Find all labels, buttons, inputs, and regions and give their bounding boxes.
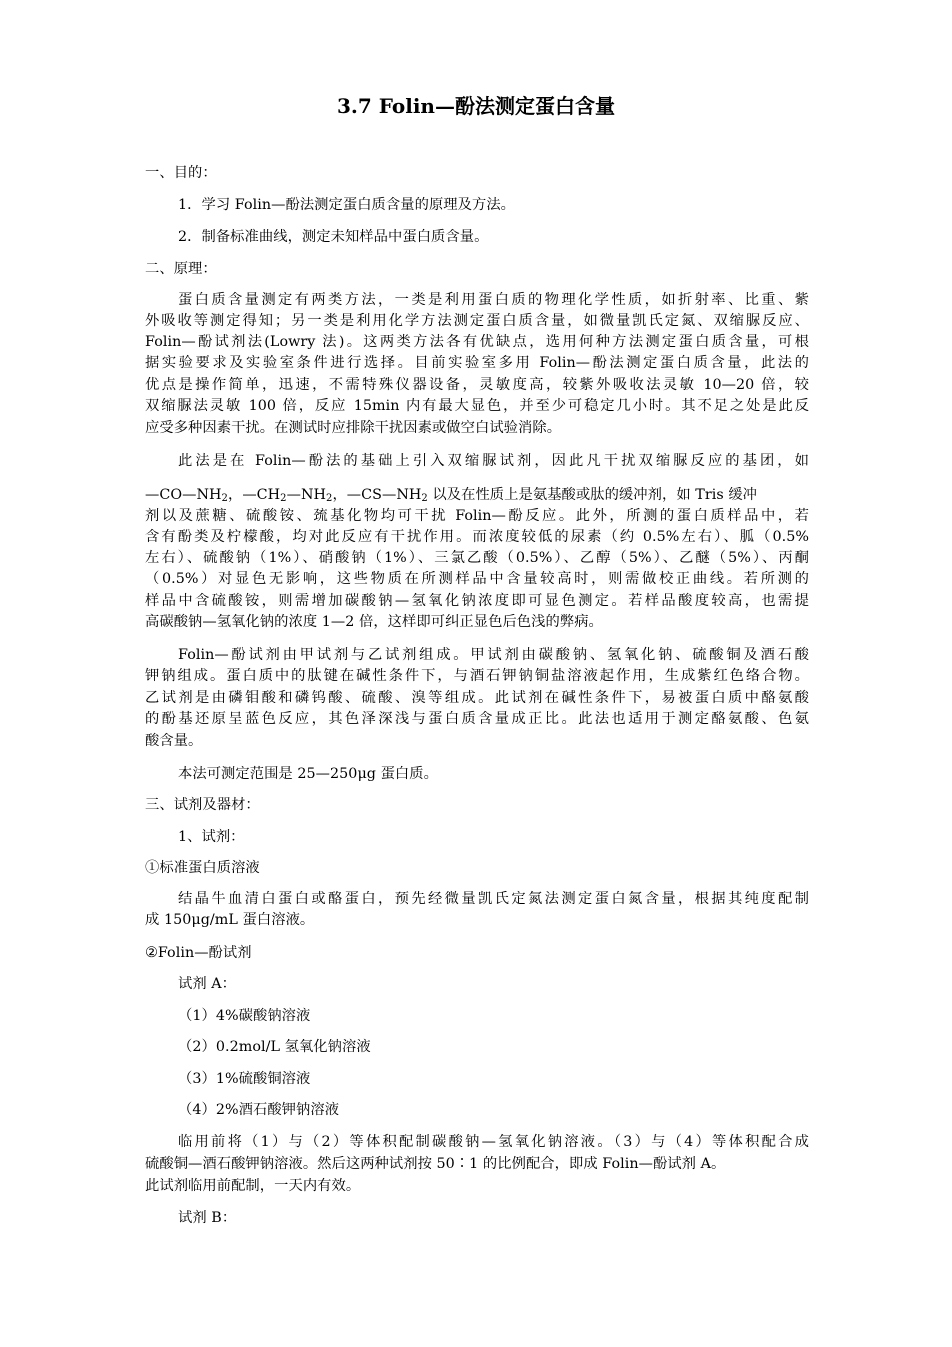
principle-p2-line: 左右）、硫酸钠（1%）、硝酸钠（1%）、三氯乙酸（0.5%）、乙醇（5%）、乙醚（5%）、丙酮 [145,550,809,566]
reagent-1-text-line: 成 150μg/mL 蛋白溶液。 [145,912,315,928]
reagents-subheading: 1、试剂： [178,829,245,845]
formula-part: —NH [286,487,327,503]
principle-p2-line: 此法是在 Folin—酚法的基础上引入双缩脲试剂，因此凡干扰双缩脲反应的基团，如 [178,453,809,469]
formula-subscript: 2 [280,493,287,504]
formula-subscript: 2 [421,493,428,504]
reagent-a-item: （1）4%碳酸钠溶液 [178,1008,311,1024]
section-heading-purpose: 一、目的： [145,165,217,181]
reagent-a-item: （3）1%硫酸铜溶液 [178,1071,311,1087]
reagent-a-note-line: 临用前将（1）与（2）等体积配制碳酸钠—氢氧化钠溶液。（3）与（4）等体积配合成 [178,1134,809,1150]
principle-p3-line: Folin—酚试剂由甲试剂与乙试剂组成。甲试剂由碳酸钠、氢氧化钠、硫酸铜及酒石酸 [178,647,809,663]
principle-p1-line: 蛋白质含量测定有两类方法，一类是利用蛋白质的物理化学性质，如折射率、比重、紫 [178,292,809,308]
page-title: 3.7 Folin—酚法测定蛋白含量 [337,94,615,118]
purpose-item-1: 1．学习 Folin—酚法测定蛋白质含量的原理及方法。 [178,197,516,213]
principle-p1-line: 双缩脲法灵敏 100 倍，反应 15min 内有最大显色，并至少可稳定几小时。其不足之处是此反 [145,398,809,414]
formula-part: ，—CH [227,487,281,503]
principle-p2-formula-line [145,485,757,505]
purpose-item-2: 2．制备标准曲线，测定未知样品中蛋白质含量。 [178,229,489,245]
formula-part: 以及在性质上是氨基酸或肽的缓冲剂，如 Tris 缓冲 [427,487,758,503]
principle-p1-line: Folin—酚试剂法(Lowry 法)。这两类方法各有优缺点，选用何种方法测定蛋白质含量，可根 [145,334,809,350]
principle-p2-line: （0.5%）对显色无影响，这些物质在所测样品中含量较高时，则需做校正曲线。若所测的 [145,571,809,587]
section-heading-reagents: 三、试剂及器材： [145,797,260,813]
principle-p1-line: 据实验要求及实验室条件进行选择。目前实验室多用 Folin—酚法测定蛋白质含量，此法的 [145,355,809,371]
reagent-1-title: ①标准蛋白质溶液 [145,860,260,876]
principle-p4: 本法可测定范围是 25—250μg 蛋白质。 [178,766,438,782]
reagent-a-label: 试剂 A： [178,976,237,992]
principle-p2-line: 样品中含硫酸铵，则需增加碳酸钠—氢氧化钠浓度即可显色测定。若样品酸度较高，也需提 [145,593,809,609]
section-heading-principle: 二、原理： [145,261,217,277]
reagent-a-item: （4）2%酒石酸钾钠溶液 [178,1102,340,1118]
principle-p2-line: 高碳酸钠—氢氧化钠的浓度 1—2 倍，这样即可纠正显色后色浅的弊病。 [145,614,603,630]
reagent-a-note-line: 此试剂临用前配制，一天内有效。 [145,1178,361,1194]
formula-subscript: 2 [221,493,228,504]
principle-p2-line: 含有酚类及柠檬酸，均对此反应有干扰作用。而浓度较低的尿素（约 0.5%左右）、胍（0.5% [145,529,809,545]
principle-p1-line: 优点是操作简单，迅速，不需特殊仪器设备，灵敏度高，较紫外吸收法灵敏 10—20 倍，较 [145,377,809,393]
principle-p3-line: 乙试剂是由磷钼酸和磷钨酸、硫酸、溴等组成。此试剂在碱性条件下，易被蛋白质中酪氨酸 [145,690,809,706]
principle-p3-line: 酸含量。 [145,733,203,749]
principle-p1-line: 外吸收等测定得知；另一类是利用化学方法测定蛋白质含量，如微量凯氏定氮、双缩脲反应、 [145,313,809,329]
principle-p2-line: 剂以及蔗糖、硫酸铵、巯基化物均可干扰 Folin—酚反应。此外，所测的蛋白质样品中，若 [145,508,809,524]
reagent-2-title: ②Folin—酚试剂 [145,945,252,961]
formula-part: ，—CS—NH [332,487,422,503]
principle-p1-line: 应受多种因素干扰。在测试时应排除干扰因素或做空白试验消除。 [145,420,562,436]
principle-p3-line: 的酚基还原呈蓝色反应，其色泽深浅与蛋白质含量成正比。此法也适用于测定酪氨酸、色氨 [145,711,809,727]
reagent-1-text-line: 结晶牛血清白蛋白或酪蛋白，预先经微量凯氏定氮法测定蛋白氮含量，根据其纯度配制 [178,891,809,907]
formula-subscript: 2 [326,493,333,504]
reagent-b-label: 试剂 B： [178,1210,237,1226]
reagent-a-note-line: 硫酸铜—酒石酸钾钠溶液。然后这两种试剂按 50∶1 的比例配合，即成 Folin—酚试剂 A。 [145,1156,726,1172]
principle-p3-line: 钾钠组成。蛋白质中的肽键在碱性条件下，与酒石钾钠铜盐溶液起作用，生成紫红色络合物。 [145,668,809,684]
reagent-a-item: （2）0.2mol/L 氢氧化钠溶液 [178,1039,371,1055]
formula-part: —CO—NH [145,487,222,503]
